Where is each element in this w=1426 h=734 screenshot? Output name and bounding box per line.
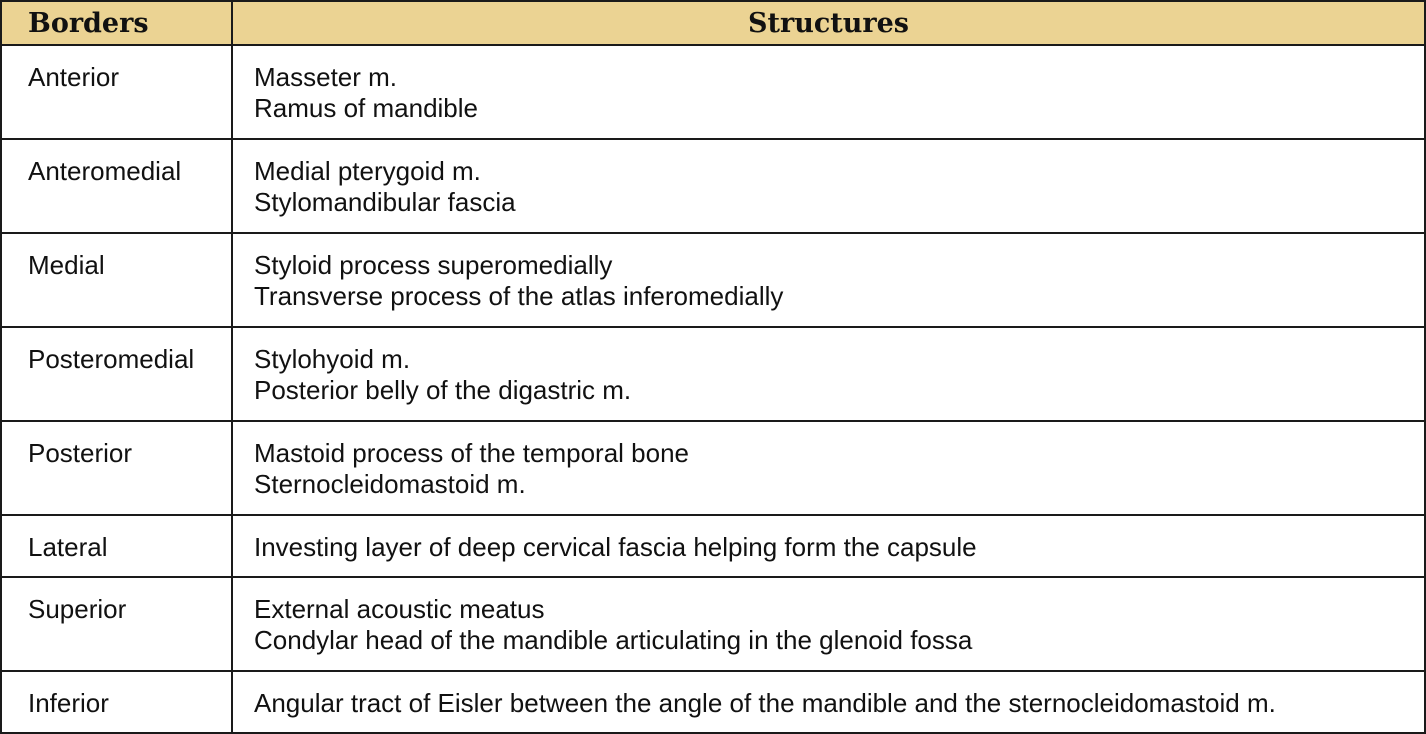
table-row [1,139,1425,233]
structure-item: Posterior belly of the digastric m. [254,375,632,405]
structure-item: Sternocleidomastoid m. [254,469,526,499]
table-row [1,577,1425,671]
border-cell: Inferior [1,671,232,733]
structures-cell [232,515,1425,577]
border-cell: Lateral [1,515,232,577]
structure-item: External acoustic meatus [254,594,545,624]
border-cell: Posterior [1,421,232,515]
structure-item: Ramus of mandible [254,93,478,123]
structure-item: Medial pterygoid m. [254,156,481,186]
border-cell: Anterior [1,45,232,139]
table-body [1,45,1425,733]
structure-item: Masseter m. [254,62,398,92]
table-row [1,515,1425,577]
borders-column-header: Borders [1,1,232,45]
structures-cell [232,421,1425,515]
structure-item: Transverse process of the atlas inferomedially [254,281,784,311]
table-row [1,45,1425,139]
structures-cell [232,577,1425,671]
table-row [1,327,1425,421]
structure-item: Investing layer of deep cervical fascia helping form the capsule [254,532,977,562]
structures-cell [232,671,1425,733]
table-row [1,421,1425,515]
border-cell: Medial [1,233,232,327]
structures-cell [232,233,1425,327]
structures-cell [232,45,1425,139]
border-cell: Superior [1,577,232,671]
structure-item: Condylar head of the mandible articulating in the glenoid fossa [254,625,973,655]
structures-cell [232,139,1425,233]
structure-item: Stylohyoid m. [254,344,411,374]
structure-item: Styloid process superomedially [254,250,613,280]
border-cell: Anteromedial [1,139,232,233]
border-cell: Posteromedial [1,327,232,421]
table-row [1,233,1425,327]
table-row [1,671,1425,733]
structure-item: Mastoid process of the temporal bone [254,438,690,468]
table-header [1,1,1425,45]
structures-column-header: Structures [232,1,1425,45]
structure-item: Stylomandibular fascia [254,187,516,217]
structure-item: Angular tract of Eisler between the angle of the mandible and the sternocleidomastoid m. [254,688,1276,718]
header-row [1,1,1425,45]
structures-cell [232,327,1425,421]
